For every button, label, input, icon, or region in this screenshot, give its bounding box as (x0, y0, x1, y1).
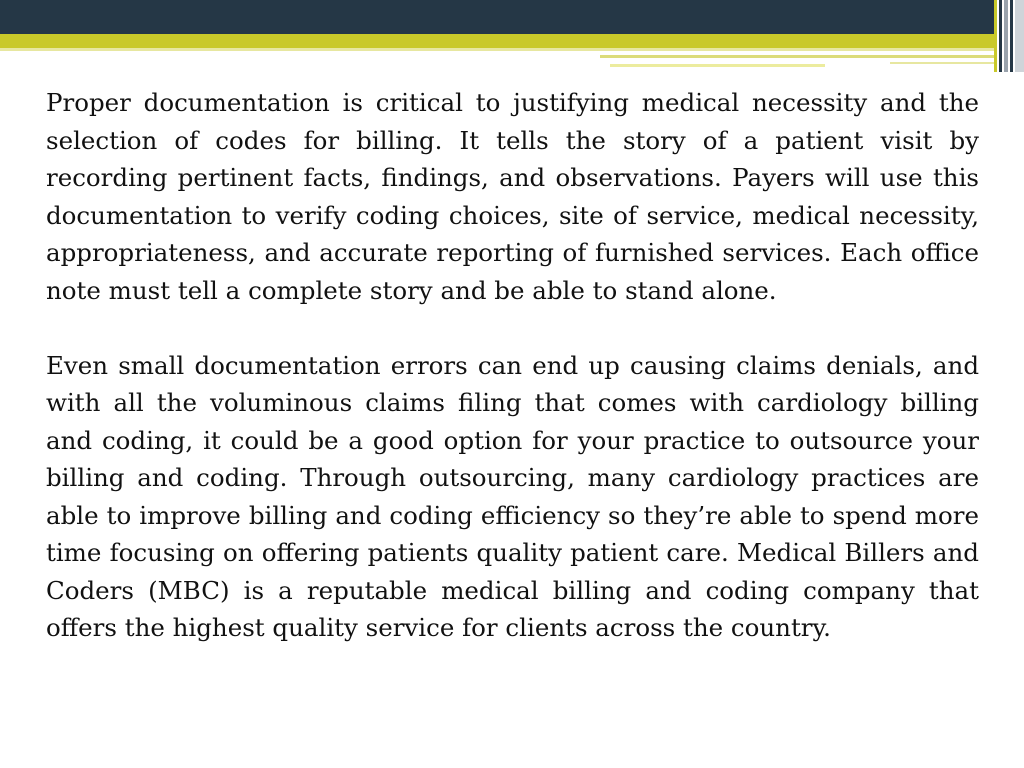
accent-line (0, 48, 1004, 51)
paragraph-outsourcing: Even small documentation errors can end up causing claims denials, and with all the voluminous claims filing that comes with cardiology billing and coding, it could be a good option for your practice to outsource your billing and coding. Through outsourcing, many cardiology practices are able to improve billing and coding efficiency so they’re able to spend more time focusing on offering patients quality patient care. Medical Billers and Coders (MBC) is a reputable medical billing and coding company that offers the highest quality service for clients across the country. (46, 350, 979, 642)
decorative-stripes (994, 0, 1024, 72)
accent-line (890, 62, 1004, 64)
header-banner (0, 0, 1024, 34)
accent-band (0, 34, 1004, 48)
slide-body (46, 84, 979, 647)
accent-line (600, 55, 1004, 58)
accent-line (610, 64, 825, 67)
paragraph-documentation: Proper documentation is critical to justifying medical necessity and the selection of codes for billing. It tells the story of a patient visit by recording pertinent facts, findings, and observations. Payers will use this documentation to verify coding choices, site of service, medical necessity, appropriateness, and accurate reporting of furnished services. Each office note must tell a complete story and be able to stand alone. (46, 88, 979, 305)
